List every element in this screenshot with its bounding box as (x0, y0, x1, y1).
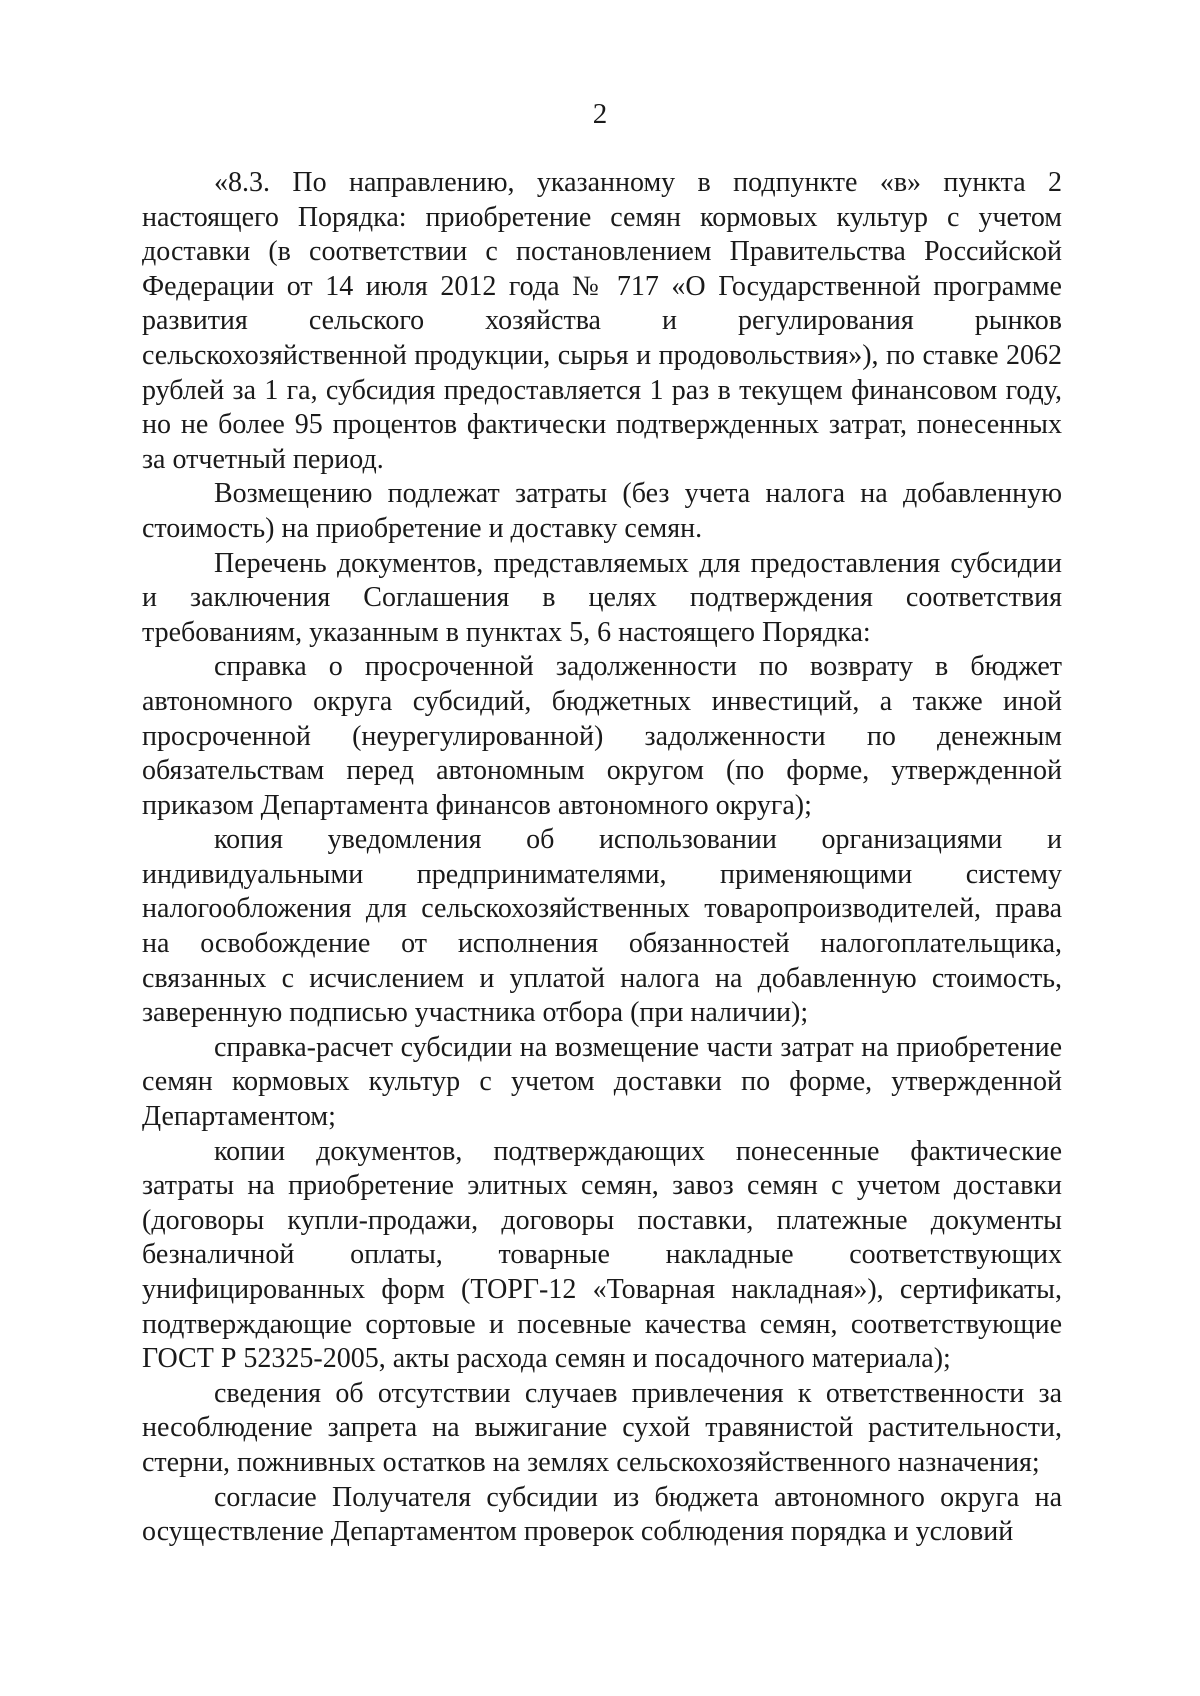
list-item-no-burning-violations: сведения об отсутствии случаев привлечения к ответственности за несоблюдение запрета на выжигание сухой травянистой растительности, стерни, пожнивных остатков на землях сельскохозяйственного назначения; (142, 1377, 1062, 1478)
page-number: 2 (592, 98, 608, 130)
list-item-overdue-debt-certificate: справка о просроченной задолженности по возврату в бюджет автономного округа субсидий, бюджетных инвестиций, а также иной просроченной (неурегулированной) задолженности по денежным обязательствам перед автономным округом (по форме, утвержденной приказом Департамента финансов автономного округа); (142, 651, 1062, 821)
paragraph-reimbursable-costs: Возмещению подлежат затраты (без учета налога на добавленную стоимость) на приобретение и доставку семян. (142, 478, 1062, 544)
list-item-inspection-consent: согласие Получателя субсидии из бюджета автономного округа на осуществление Департаментом проверок соблюдения порядка и условий (142, 1481, 1062, 1548)
list-item-cost-documents: копии документов, подтверждающих понесенные фактические затраты на приобретение элитных семян, завоз семян с учетом доставки (договоры купли-продажи, договоры поставки, платежные документы безналичной оплаты, товарные накладные соответствующих унифицированных форм (ТОРГ-12 «Товарная накладная»), сертификаты, подтверждающие сортовые и посевные качества семян, соответствующие ГОСТ Р 52325-2005, акты расхода семян и посадочного материала); (142, 1135, 1062, 1375)
document-body (142, 166, 1062, 1550)
list-item-vat-exemption-notice: копия уведомления об использовании организациями и индивидуальными предпринимателями, применяющими систему налогообложения для сельскохозяйственных товаропроизводителей, права на освобождение от исполнения обязанностей налогоплательщика, связанных с исчислением и уплатой налога на добавленную стоимость, заверенную подписью участника отбора (при наличии); (142, 824, 1062, 1029)
list-item-subsidy-calculation: справка-расчет субсидии на возмещение части затрат на приобретение семян кормовых культур с учетом доставки по форме, утвержденной Департаментом; (142, 1031, 1062, 1133)
paragraph-8-3: «8.3. По направлению, указанному в подпункте «в» пункта 2 настоящего Порядка: приобретение семян кормовых культур с учетом доставки (в соответствии с постановлением Правительства Российской Федерации от 14 июля 2012 года № 717 «О Государственной программе развития сельского хозяйства и регулирования рынков сельскохозяйственной продукции, сырья и продовольствия»), по ставке 2062 рублей за 1 га, субсидия предоставляется 1 раз в текущем финансовом году, но не более 95 процентов фактически подтвержденных затрат, понесенных за отчетный период. (142, 167, 1062, 475)
paragraph-documents-list-intro: Перечень документов, представляемых для предоставления субсидии и заключения Соглашения в целях подтверждения соответствия требованиям, указанным в пунктах 5, 6 настоящего Порядка: (142, 547, 1062, 648)
